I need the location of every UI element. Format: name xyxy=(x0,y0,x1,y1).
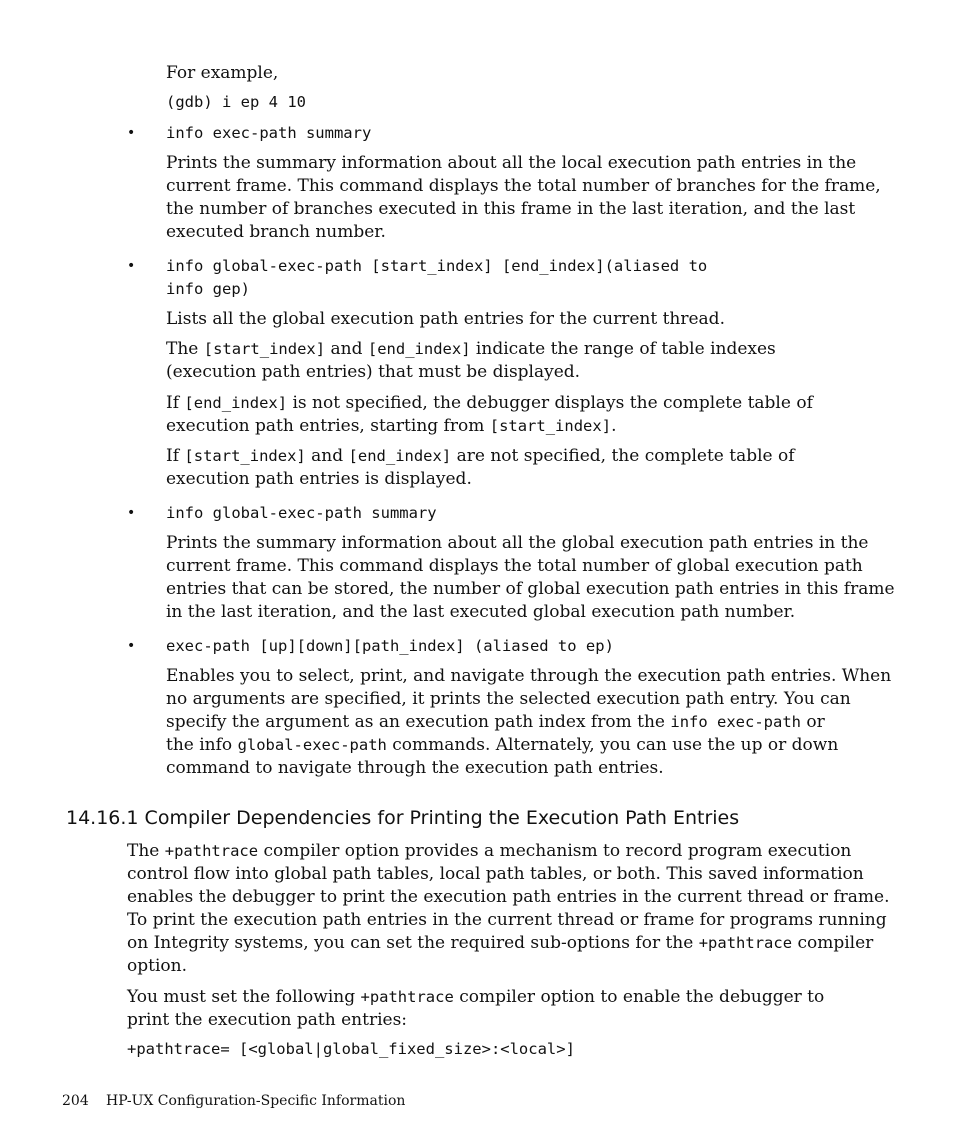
bullet: • xyxy=(127,258,136,274)
description-line: in the last iteration, and the last executed global execution path number. xyxy=(166,602,796,622)
description-line: Lists all the global execution path entries for the current thread. xyxy=(166,309,725,329)
description-line: the info global-exec-path commands. Alternately, you can use the up or down xyxy=(166,735,839,755)
paragraph-line: control flow into global path tables, local path tables, or both. This saved information xyxy=(127,864,864,884)
section-heading: 14.16.1 Compiler Dependencies for Printing the Execution Path Entries xyxy=(66,807,740,829)
paragraph-line: option. xyxy=(127,956,187,976)
description-line: entries that can be stored, the number of global execution path entries in this frame xyxy=(166,579,895,599)
running-title: HP-UX Configuration-Specific Information xyxy=(106,1093,406,1109)
example-code: (gdb) i ep 4 10 xyxy=(166,93,306,111)
inline-code: [end_index] xyxy=(348,447,452,465)
description-line: executed branch number. xyxy=(166,222,386,242)
inline-code: info exec-path xyxy=(670,713,802,731)
description-line: the number of branches executed in this frame in the last iteration, and the last xyxy=(166,199,856,219)
paragraph-line: print the execution path entries: xyxy=(127,1010,408,1030)
description-line: If [start_index] and [end_index] are not specified, the complete table of xyxy=(166,446,795,466)
inline-code: [start_index] xyxy=(184,447,306,465)
command-info-global-exec-path: info global-exec-path [start_index] [end_index](aliased to xyxy=(166,257,708,275)
bullet: • xyxy=(127,638,136,654)
inline-code: +pathtrace xyxy=(698,934,793,952)
description-line: (execution path entries) that must be displayed. xyxy=(166,362,581,382)
paragraph-line: on Integrity systems, you can set the required sub-options for the +pathtrace compiler xyxy=(127,933,874,953)
pathtrace-code-sample: +pathtrace= [<global|global_fixed_size>:<local>] xyxy=(127,1040,575,1058)
description-line: command to navigate through the execution path entries. xyxy=(166,758,664,778)
description-line: no arguments are specified, it prints the selected execution path entry. You can xyxy=(166,689,851,709)
for-example-text: For example, xyxy=(166,63,279,83)
command-info-global-exec-path-cont: info gep) xyxy=(166,280,250,298)
inline-code: [start_index] xyxy=(489,417,612,435)
page-number: 204 xyxy=(62,1093,89,1109)
description-line: Prints the summary information about all the global execution path entries in the xyxy=(166,533,869,553)
inline-code: [end_index] xyxy=(367,340,471,358)
paragraph-line: The +pathtrace compiler option provides a mechanism to record program execution xyxy=(127,841,852,861)
paragraph-line: You must set the following +pathtrace compiler option to enable the debugger to xyxy=(127,987,825,1007)
description-line: current frame. This command displays the total number of global execution path xyxy=(166,556,863,576)
description-line: specify the argument as an execution path index from the info exec-path or xyxy=(166,712,825,732)
paragraph-line: To print the execution path entries in the current thread or frame for programs running xyxy=(127,910,887,930)
inline-code: global-exec-path xyxy=(237,736,387,754)
inline-code: [start_index] xyxy=(203,340,326,358)
description-line: execution path entries, starting from [start_index]. xyxy=(166,416,617,436)
inline-code: [end_index] xyxy=(184,394,288,412)
command-exec-path: exec-path [up][down][path_index] (aliased to ep) xyxy=(166,637,614,655)
bullet: • xyxy=(127,125,136,141)
description-line: Prints the summary information about all the local execution path entries in the xyxy=(166,153,857,173)
description-line: Enables you to select, print, and navigate through the execution path entries. When xyxy=(166,666,892,686)
description-line: execution path entries is displayed. xyxy=(166,469,472,489)
description-line: current frame. This command displays the total number of branches for the frame, xyxy=(166,176,881,196)
inline-code: +pathtrace xyxy=(164,842,259,860)
inline-code: +pathtrace xyxy=(360,988,454,1006)
bullet: • xyxy=(127,505,136,521)
command-info-global-exec-path-summary: info global-exec-path summary xyxy=(166,504,437,522)
command-info-exec-path-summary: info exec-path summary xyxy=(166,124,372,142)
description-line: The [start_index] and [end_index] indicate the range of table indexes xyxy=(166,339,776,359)
description-line: If [end_index] is not specified, the debugger displays the complete table of xyxy=(166,393,813,413)
paragraph-line: enables the debugger to print the execution path entries in the current thread or frame. xyxy=(127,887,890,907)
